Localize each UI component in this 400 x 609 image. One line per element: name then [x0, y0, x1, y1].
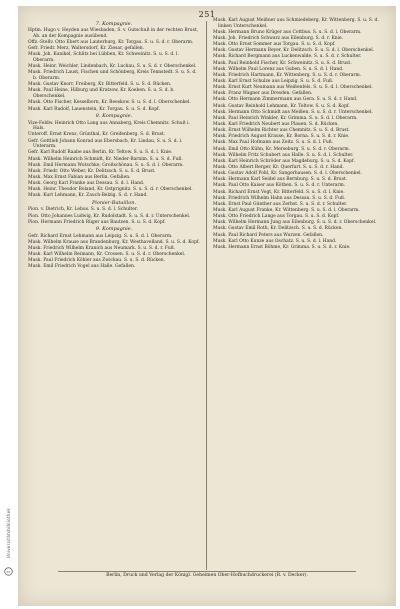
- footer-rule: [58, 571, 356, 572]
- library-watermark: [0, 500, 16, 580]
- casualty-entry: Pion. Hermann Friedrich Rüger aus Bautzen. S. u. S. d. Kopf.: [28, 219, 166, 225]
- casualty-entry: Pion. v. Dietrich, Kr. Lebus. S. u. S. d. l. Schulter.: [28, 207, 138, 213]
- casualty-entry: Musk. Paul Otto Kaiser aus Köthen. S. u. S. d. r. Unterarm.: [213, 183, 346, 189]
- casualty-entry: Musk. Otto Ernst Sommer aus Torgau. S. u. S. d. Kopf.: [213, 42, 336, 48]
- casualty-entry: Musk. Friedr. Otto Weber, Kr. Delitzsch. S. u. S. d. Brust.: [28, 168, 156, 174]
- casualty-entry: Musk. Kurt Lehmann, Kr. Zauch-Belzig. S. d. r. Hand.: [28, 193, 148, 199]
- casualty-entry: Musk. Emil Friedrich Vogel aus Halle. Gefallen.: [28, 264, 136, 270]
- casualty-entry: Musk. Friedrich Hartmann, Kr. Wittenberg. S. u. S. d. r. Oberarm.: [213, 72, 362, 78]
- casualty-entry: Musk. Gustav Adolf Pohl, Kr. Sangerhausen. S. d. l. Oberschenkel.: [213, 171, 362, 177]
- casualty-entry: Musk. Friedrich August Krause, Kr. Borna. S. u. S. d. r. Knie.: [213, 134, 350, 140]
- casualty-entry: Musk. Karl Ernst Schulze aus Leipzig. S. u. S. d. Fuß.: [213, 79, 334, 85]
- casualty-entry: Musk. Karl Heinrich Schröder aus Magdeburg. S. u. S. d. Kopf.: [213, 158, 355, 164]
- casualty-entry: Musk. Joh. Friedrich Schwarz aus Eilenburg. S. d. r. Knie.: [213, 36, 344, 42]
- section-heading: 8. Kompagnie.: [95, 112, 133, 119]
- casualty-entry: Offz.-Stellv. Otto Ebert aus Lauterburg, Kr. Torgau. S. u. S. d. r. Oberarm.: [28, 40, 194, 46]
- casualty-entry: Musk. Otto Hermann Zimmermann aus Gera. S. u. S. d. r. Hand.: [213, 97, 358, 103]
- creative-commons-icon: [4, 561, 13, 580]
- casualty-entry: Musk. Gustav Reinhold Lehmann, Kr. Teltow. S. u. S. d. Kopf.: [213, 103, 350, 109]
- section-heading: 9. Kompagnie.: [95, 225, 133, 232]
- casualty-entry: Musk. Wilhelm Hermann Jung aus Eilenburg. S. u. S. d. r. Oberschenkel.: [213, 220, 377, 226]
- casualty-entry: Musk. Wilhelm Paul Lorenz aus Guben. S. u. S. d. l. Hand.: [213, 66, 344, 72]
- casualty-entry: Gefr. Karl Rudolf Raabe aus Berlin, Kr. Teltow. S. u. S. d. l. Knie.: [28, 150, 173, 156]
- casualty-entry: Musk. Karl Wilhelm Reimann, Kr. Crossen. S. u. S. d. r. Oberschenkel.: [28, 252, 186, 258]
- casualty-entry: Vize-Feldw. Heinrich Otto Lang aus Annaberg, Kreis Chemnitz. Schuß i. Hals.: [28, 120, 190, 132]
- svg-text:cc: cc: [6, 569, 10, 574]
- casualty-entry: Musk. Paul Heine, Hilburg und Kratzow, Kr. Koeben. S. u. S. d. b. Oberschenkel.: [28, 88, 175, 100]
- casualty-entry: Musk. Friedrich Wilhelm Kranich aus Neumark. S. u. S. d. r. Fuß.: [28, 245, 176, 251]
- casualty-entry: Musk. Otto Friedrich Lange aus Torgau. S. u. S. d. Kopf.: [213, 214, 340, 220]
- casualty-entry: Musk. Ernst Wilhelm Richter aus Chemnitz. S. u. S. d. Brust.: [213, 128, 350, 134]
- casualty-entry: Musk. Ernst Paul Günther aus Zerbst. S. u. S. d. r. Schulter.: [213, 201, 348, 207]
- casualty-entry: Gefr. Gottlieb Johann Konrad aus Ebersbach, Kr. Lindau, S. u. S. d. l. Unterarm.: [28, 138, 183, 150]
- casualty-entry: Musk. Emil Otto Kühn, Kr. Merseburg. S. u. S. d. r. Oberarm.: [213, 146, 351, 152]
- imprint-footer: Berlin, Druck und Verlag der Königl. Geheimen Ober-Hofbuchdruckerei (R. v. Decker).: [106, 573, 308, 578]
- watermark-text: Universitätsbibliothek: [5, 507, 11, 558]
- casualty-entry: Musk. Otto Albert Berger, Kr. Querfurt. S. u. S. d. r. Hand.: [213, 164, 344, 170]
- casualty-entry: Musk. Wilhelm Krause aus Brandenburg, Kr. Westhavelland. S. u. S. d. Kopf.: [28, 239, 200, 245]
- casualty-entry: Musk. Georg Karl Franke aus Dessau. S. d. l. Hand.: [28, 181, 145, 187]
- casualty-entry: Musk. Wilhelm Heinrich Schmidt, Kr. Nieder-Barnim. S. u. S. d. Fuß.: [28, 156, 183, 162]
- casualty-entry: Musk. Hermann Ernst Böhme, Kr. Grimma. S. u. S. d. r. Knie.: [213, 244, 351, 250]
- casualty-entry: Musk. Richard Ernst Vogt, Kr. Bitterfeld. S. u. S. d. l. Knie.: [213, 189, 345, 195]
- casualty-entry: Musk. Paul Reinhold Fischer, Kr. Schweinitz. S. u. S. d. Brust.: [213, 60, 352, 66]
- page-number: 251: [198, 10, 216, 19]
- casualty-entry: Musk. Gustav Emil Roth, Kr. Delitzsch. S. u. S. d. Rücken.: [213, 226, 343, 232]
- casualty-entry: Musk. Heinr. Theodor Boland, Kr. Ostprignitz. S. u. S. d. r. Oberschenkel.: [28, 187, 193, 193]
- casualty-entry: Hptm. Hugo v. Heyden aus Wiesbaden, S. v. Gutschuß in der rechten Brust, Ab. an der Kompagnie ausübend.: [28, 28, 199, 39]
- casualty-entry: Musk. Ernst Kurt Neumann aus Weißenfels. S. u. S. d. l. Oberschenkel.: [213, 85, 373, 91]
- casualty-entry: Musk. Karl Rudolf, Lauenstein, Kr. Torgau. S. u. S. d. Kopf.: [28, 106, 160, 112]
- casualty-entry: Musk. Gustav Hermann Beyer, Kr. Delitzsch. S. u. S. d. l. Oberschenkel.: [213, 48, 375, 54]
- casualty-entry: Musk. Franz Wagner aus Dresden. Gefallen.: [213, 91, 313, 97]
- newspaper-page: [18, 6, 396, 606]
- casualty-entry: Musk. Max Paul Hofmann aus Zeitz. S. u. S. d. l. Fuß.: [213, 140, 334, 146]
- casualty-entry: Musk. Karl Friedrich Neubert aus Plauen. S. d. Rücken.: [213, 122, 339, 127]
- casualty-entry: Musk. Paul Richard Peters aus Wurzen. Gefallen.: [213, 232, 324, 238]
- casualty-entry: Pion. Otto Johannes Ludwig, Kr. Rudolstadt. S. u. S. d. r. Unterschenkel.: [28, 213, 191, 219]
- casualty-entry: Musk. Hermann Otto Schmidt aus Meißen. S. u. S. d. r. Unterschenkel.: [213, 109, 373, 115]
- casualty-entry: Musk. Friedrich Wilhelm Hahn aus Dessau. S. u. S. d. Fuß.: [213, 195, 346, 201]
- casualty-entry: Gefr. Friedr. Merz, Waltersdorf, Kr. Ziesar, gefallen.: [28, 46, 145, 52]
- casualty-entry: Musk. Friedrich Laust, Fischen und Schönberg, Kreis Tennstedt. S. u. S. d. b. Oberarm.: [28, 70, 197, 82]
- right-column: [213, 18, 385, 251]
- casualty-entry: Gefr. Richard Ernst Lehmann aus Leipzig. S. u. S. d. l. Oberarm.: [28, 233, 173, 239]
- casualty-entry: Musk. Karl August Franke, Kr. Wittenberg. S. u. S. d. l. Oberarm.: [213, 207, 360, 213]
- casualty-entry: Musk. Karl Otto Kunze aus Oschatz. S. u. S. d. l. Hand.: [213, 238, 337, 244]
- casualty-entry: Musk. Hermann Bruno Krüger aus Cottbus. S. u. S. d. l. Oberarm.: [213, 29, 362, 35]
- casualty-entry: Musk. Paul Heinrich Winkler, Kr. Grimma. S. u. S. d. l. Oberarm.: [213, 115, 358, 121]
- section-heading: 7. Kompagnie.: [95, 20, 133, 27]
- section-heading: Pionier-Bataillon.: [91, 199, 137, 206]
- casualty-entry: Musk. Otto Fischer, Kesselborn, Kr. Beeskow. S. u. S. d. l. Oberschenkel.: [28, 100, 191, 106]
- casualty-entry: Unteroff. Ernst Krenz, Grünthal, Kr. Greifenberg. S. d. Brust.: [28, 132, 166, 138]
- left-column: [28, 20, 200, 271]
- casualty-entry: Musk. Joh. Kunikel, Schlitz bei Lübben, Kr. Schweinitz. S. u. S. d. l. Oberarm.: [28, 52, 179, 64]
- casualty-entry: Musk. Paul Friedrich Köhler aus Zwickau. S. u. S. d. Rücken.: [28, 258, 165, 264]
- casualty-entry: Musk. Hermann Karl Seidel aus Bernburg. S. u. S. d. Brust.: [213, 177, 348, 183]
- casualty-entry: Musk. Richard Bergmann aus Luckenwalde. S. u. S. d. r. Schulter.: [213, 54, 362, 60]
- column-divider: [206, 21, 207, 570]
- casualty-entry: Musk. Gustav Knorr, Freiberg, Kr. Bitterfeld. S. u. S. d. Rücken.: [28, 82, 172, 88]
- casualty-entry: Musk. Max Ernst Fabian aus Berlin. Gefallen.: [28, 175, 131, 180]
- casualty-entry: Musk. Emil Hermann Wutschke, Großschönau. S. u. S. d. l. Oberarm.: [28, 162, 184, 168]
- casualty-entry: Musk. Karl August Meißner aus Schmiedeberg, Kr. Wittenberg. S. u. S. d. linken Unterschenkel.: [213, 18, 379, 29]
- casualty-entry: Musk. Heinr. Weichler, Lindenbach, Kr. Luckau, S. u. S. d. r. Oberschenkel.: [28, 64, 197, 70]
- casualty-entry: Musk. Wilhelm Fritz Schubert aus Halle. S. u. S. d. l. Schulter.: [213, 152, 354, 158]
